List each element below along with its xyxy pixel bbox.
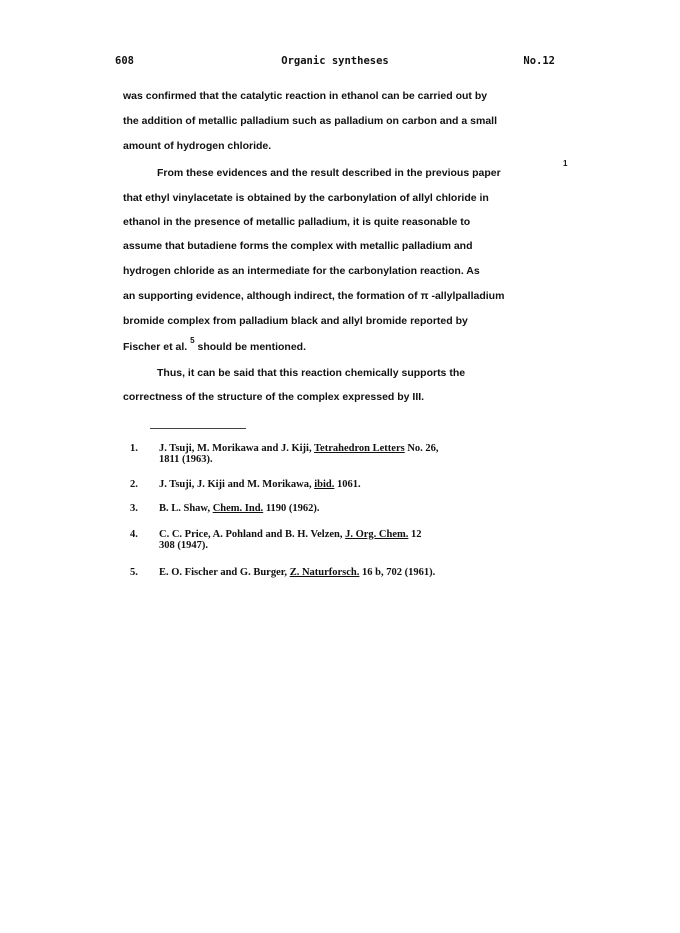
reference-text (159, 443, 439, 454)
reference-item (130, 443, 570, 467)
reference-journal: ibid. (314, 479, 335, 490)
reference-number: 2. (130, 479, 138, 490)
journal-title: Organic syntheses (281, 55, 389, 67)
text-line: correctness of the structure of the complex expressed by III. (123, 391, 425, 403)
reference-number: 4. (130, 529, 138, 540)
reference-item (130, 503, 570, 517)
reference-journal: Chem. Ind. (212, 503, 264, 514)
page-number: 608 (115, 55, 134, 67)
reference-details: 1061. (334, 479, 361, 490)
reference-details: No. 26, (404, 443, 439, 454)
citation-superscript: 1 (563, 159, 568, 168)
text-line: assume that butadiene forms the complex with metallic palladium and (123, 240, 473, 252)
text-line: was confirmed that the catalytic reaction in ethanol can be carried out by (123, 90, 488, 102)
text-line: ethanol in the presence of metallic palladium, it is quite reasonable to (123, 216, 471, 228)
reference-text (159, 503, 319, 514)
reference-number: 1. (130, 443, 138, 454)
reference-number: 3. (130, 503, 138, 514)
footnote-divider (150, 428, 246, 429)
reference-continuation: 1811 (1963). (159, 454, 213, 465)
text-fragment: Fischer et al. (123, 341, 188, 353)
reference-details: 12 (408, 529, 422, 540)
reference-item (130, 479, 570, 493)
text-line: Thus, it can be said that this reaction chemically supports the (157, 367, 466, 379)
reference-authors: E. O. Fischer and G. Burger, (159, 567, 290, 578)
text-line (123, 336, 307, 353)
reference-journal: Tetrahedron Letters (314, 443, 405, 454)
reference-item (130, 529, 570, 553)
reference-authors: C. C. Price, A. Pohland and B. H. Velzen, (159, 529, 346, 540)
text-line: hydrogen chloride as an intermediate for the carbonylation reaction. As (123, 265, 480, 277)
reference-text (159, 529, 422, 540)
running-header (115, 55, 555, 71)
reference-text (159, 567, 435, 578)
text-line: amount of hydrogen chloride. (123, 140, 272, 152)
reference-authors: J. Tsuji, M. Morikawa and J. Kiji, (159, 443, 314, 454)
text-line: an supporting evidence, although indirect, the formation of π -allylpalladium (123, 290, 505, 302)
reference-authors: B. L. Shaw, (159, 503, 213, 514)
issue-number: No.12 (523, 55, 555, 67)
reference-details: 1190 (1962). (263, 503, 320, 514)
text-line: bromide complex from palladium black and allyl bromide reported by (123, 315, 468, 327)
text-line: From these evidences and the result described in the previous paper (157, 167, 501, 179)
reference-continuation: 308 (1947). (159, 540, 208, 551)
text-fragment: should be mentioned. (197, 341, 307, 353)
reference-authors: J. Tsuji, J. Kiji and M. Morikawa, (159, 479, 315, 490)
reference-journal: Z. Naturforsch. (289, 567, 360, 578)
citation-superscript: 5 (190, 336, 195, 345)
reference-number: 5. (130, 567, 138, 578)
text-line: that ethyl vinylacetate is obtained by the carbonylation of allyl chloride in (123, 192, 489, 204)
reference-text (159, 479, 361, 490)
reference-item (130, 567, 570, 581)
text-line: the addition of metallic palladium such as palladium on carbon and a small (123, 115, 497, 127)
reference-journal: J. Org. Chem. (345, 529, 409, 540)
reference-details: 16 b, 702 (1961). (359, 567, 436, 578)
